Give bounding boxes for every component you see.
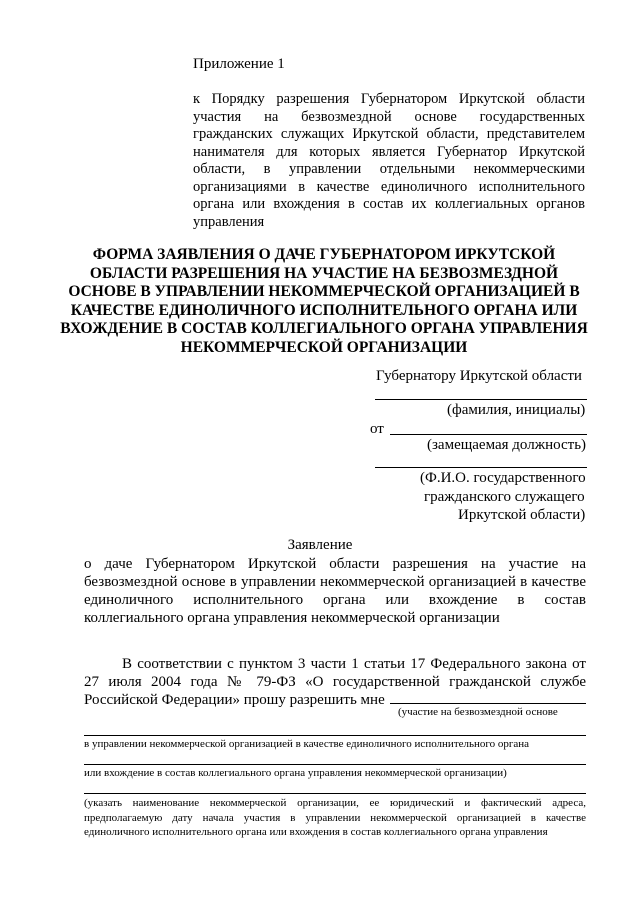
statement-body-text: В соответствии с пунктом 3 части 1 статьи 17 Федерального закона от 27 июля 2004 года № 79-ФЗ «О государственной гражданской службе Российской Федерации» прошу разрешить мне: [84, 656, 586, 708]
caption-fio-line-3: Иркутской области): [458, 507, 586, 523]
fio-fill-line: [375, 467, 587, 468]
caption-line-3: или вхождение в состав коллегиального органа управления некоммерческой организации): [84, 767, 507, 779]
participation-fill-line: [390, 703, 586, 704]
statement-title: Заявление: [287, 537, 353, 553]
caption-fio-line-2: гражданского служащего: [424, 489, 585, 505]
caption-name: (фамилия, инициалы): [447, 402, 586, 418]
statement-subject: о даче Губернатором Иркутской области разрешения на участие на безвозмездной основе в управлении некоммерческой организацией в качестве единоличного исполнительного органа или вхождение в состав коллегиального органа управления некоммерческой организации: [84, 556, 586, 626]
participation-fill-line-2: [84, 735, 586, 736]
statement-body: [84, 655, 586, 709]
caption-fio-line-1: (Ф.И.О. государственного: [420, 470, 586, 486]
participation-fill-line-3: [84, 764, 586, 765]
addressee: Губернатору Иркутской области: [376, 368, 582, 384]
form-title: ФОРМА ЗАЯВЛЕНИЯ О ДАЧЕ ГУБЕРНАТОРОМ ИРКУТСКОЙ ОБЛАСТИ РАЗРЕШЕНИЯ НА УЧАСТИЕ НА БЕЗВОЗМЕЗДНОЙ ОСНОВЕ В УПРАВЛЕНИИ НЕКОММЕРЧЕСКОЙ ОРГАНИЗАЦИЕЙ В КАЧЕСТВЕ ЕДИНОЛИЧНОГО ИСПОЛНИТЕЛЬНОГО ОРГАНА ИЛИ ВХОЖДЕНИЕ В СОСТАВ КОЛЛЕГИАЛЬНОГО ОРГАНА УПРАВЛЕНИЯ НЕКОММЕРЧЕСКОЙ ОРГАНИЗАЦИИ: [60, 246, 588, 356]
caption-line-2: в управлении некоммерческой организацией в качестве единоличного исполнительного органа: [84, 738, 530, 750]
position-fill-line: [390, 434, 587, 435]
appendix-title: Приложение 1: [193, 56, 285, 72]
organization-fill-line: [84, 793, 586, 794]
caption-participation: (участие на безвозмездной основе: [398, 706, 558, 718]
name-fill-line: [375, 399, 587, 400]
appendix-reference: к Порядку разрешения Губернатором Иркутской области участия на безвозмездной основе государственных гражданских служащих Иркутской области, представителем нанимателя для которых является Губернатор Иркутской области, в управлении отдельными некоммерческими организациями в качестве единоличного исполнительного органа или вхождения в состав их коллегиальных органов управления: [193, 91, 585, 230]
organization-hint: (указать наименование некоммерческой организации, ее юридический и фактический адреса, предполагаемую дату начала участия в управлении некоммерческой организацией в качестве единоличного исполнительного органа или вхождения в состав коллегиального органа управления: [84, 797, 586, 838]
from-label: от: [370, 421, 384, 437]
caption-position: (замещаемая должность): [427, 437, 587, 453]
